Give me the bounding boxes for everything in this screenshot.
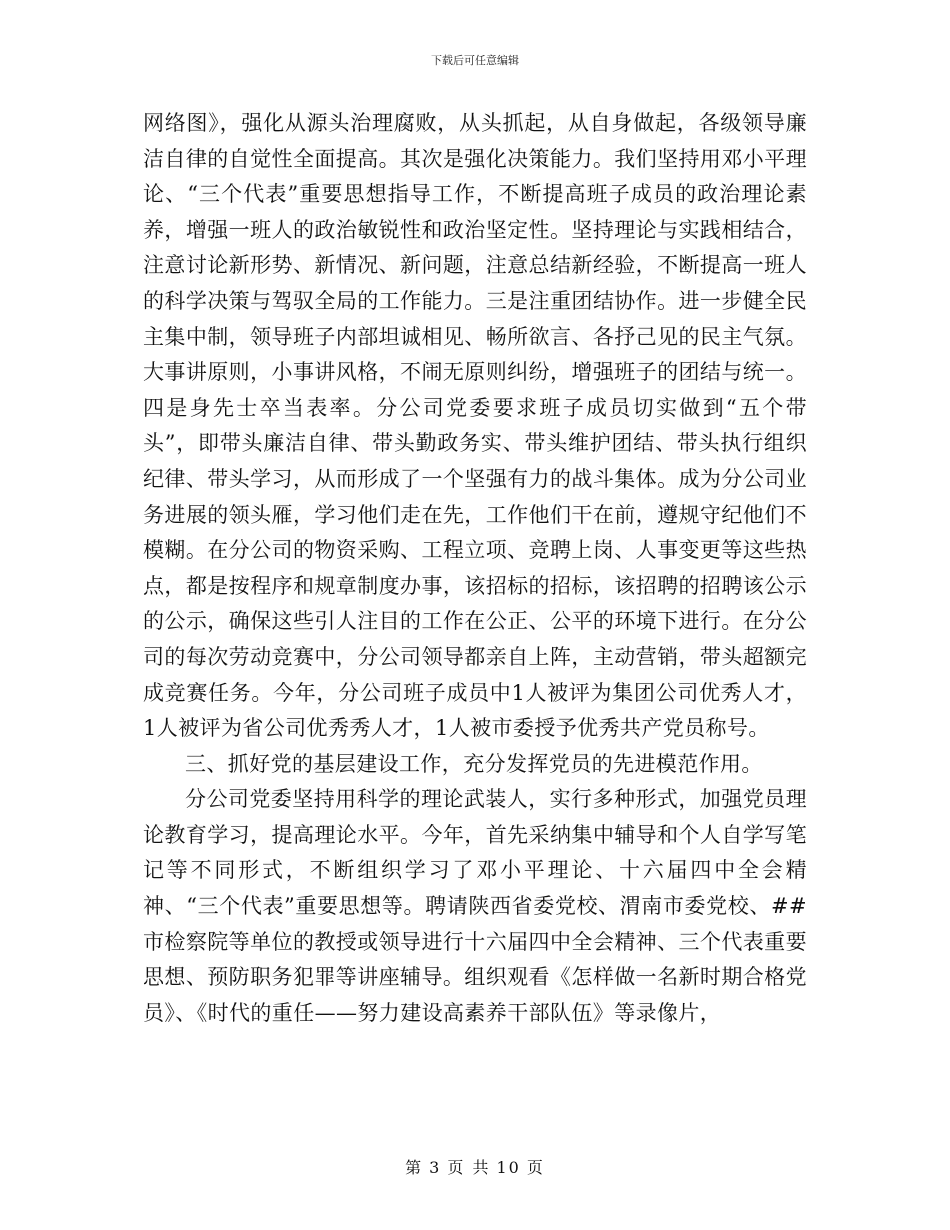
current-page-number: 3 — [429, 1158, 442, 1177]
page-footer — [0, 1155, 950, 1178]
page-label-suffix: 页 — [526, 1158, 545, 1177]
page-header: 下载后可任意编辑 — [431, 54, 519, 67]
section-heading: 三、抓好党的基层建设工作，充分发挥党员的先进模范作用。 — [185, 751, 763, 776]
paragraph-party-study: 分公司党委坚持用科学的理论武装人，实行多种形式，加强党员理论教育学习，提高理论水平。今年，首先采纳集中辅导和个人自学写笔记等不同形式，不断组织学习了邓小平理论、十六届四中全会精神、“三个代表”重要思想等。聘请陕西省委党校、渭南市委党校、##市检察院等单位的教授或领导进行十六届四中全会精神、三个代表重要思想、预防职务犯罪等讲座辅导。组织观看《怎样做一名新时期合格党员》、《时代的重任——努力建设高素养干部队伍》等录像片， — [143, 787, 807, 1025]
page-label-prefix: 第 — [405, 1158, 424, 1177]
total-page-number: 10 — [496, 1158, 521, 1177]
paragraph-continuation: 网络图》，强化从源头治理腐败，从头抓起，从自身做起，各级领导廉洁自律的自觉性全面提高。其次是强化决策能力。我们坚持用邓小平理论、“三个代表”重要思想指导工作，不断提高班子成员的政治理论素养，增强一班人的政治敏锐性和政治坚定性。坚持理论与实践相结合，注意讨论新形势、新情况、新问题，注意总结新经验，不断提高一班人的科学决策与驾驭全局的工作能力。三是注重团结协作。进一步健全民主集中制，领导班子内部坦诚相见、畅所欲言、各抒己见的民主气氛。大事讲原则，小事讲风格，不闹无原则纠纷，增强班子的团结与统一。四是身先士卒当表率。分公司党委要求班子成员切实做到“五个带头”，即带头廉洁自律、带头勤政务实、带头维护团结、带头执行组织纪律、带头学习，从而形成了一个坚强有力的战斗集体。成为分公司业务进展的领头雁，学习他们走在先，工作他们干在前，遵规守纪他们不模糊。在分公司的物资采购、工程立项、竞聘上岗、人事变更等这些热点，都是按程序和规章制度办事，该招标的招标，该招聘的招聘该公示的公示，确保这些引人注目的工作在公正、公平的环境下进行。在分公司的每次劳动竞赛中，分公司领导都亲自上阵，主动营销，带头超额完成竞赛任务。今年，分公司班子成员中1人被评为集团公司优秀人才，1人被评为省公司优秀秀人才，1人被市委授予优秀共产党员称号。 — [143, 111, 807, 741]
document-body — [143, 106, 807, 1031]
page-label-middle: 页 共 — [447, 1158, 491, 1177]
